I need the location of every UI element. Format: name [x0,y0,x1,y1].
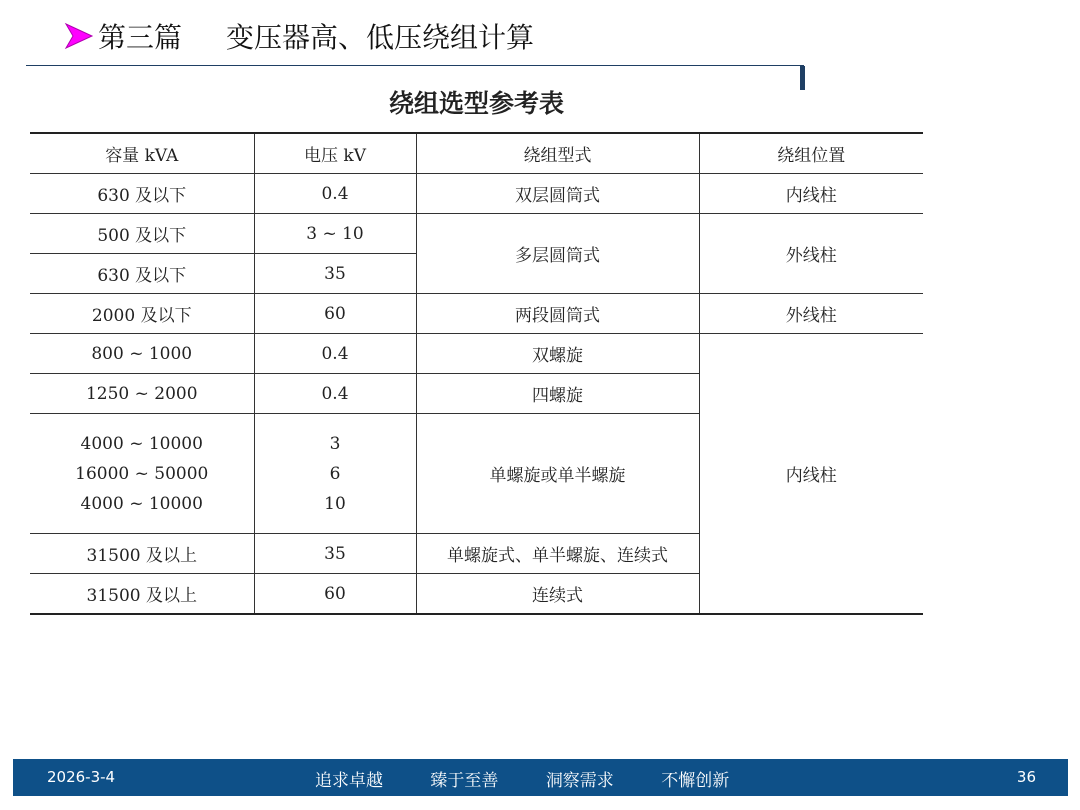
table-row [30,294,923,334]
motto: 不懈创新 [661,771,730,791]
chapter-label: 第三篇 [98,21,183,54]
table-row [30,334,923,374]
table-title: 绕组选型参考表 [388,89,564,118]
winding-reference-table [30,132,923,615]
winding-type-cell: 四螺旋 [416,374,699,414]
capacity-cell: 500 及以下 [30,214,254,254]
winding-type-cell: 单螺旋或单半螺旋 [416,414,699,534]
table-row [30,214,923,254]
winding-type-cell: 连续式 [416,574,699,615]
voltage-line: 3 [329,433,341,454]
voltage-cell: 35 [254,254,416,294]
winding-type-cell: 多层圆筒式 [416,214,699,294]
capacity-cell: 31500 及以上 [30,574,254,615]
voltage-cell: 0.4 [254,334,416,374]
capacity-cell: 1250 ~ 2000 [30,374,254,414]
capacity-cell: 630 及以下 [30,174,254,214]
winding-position-cell: 外线柱 [699,214,923,294]
winding-type-cell: 两段圆筒式 [416,294,699,334]
arrow-bullet-icon [64,21,94,51]
footer-bar [13,759,1068,796]
winding-position-cell: 内线柱 [699,334,923,615]
motto: 洞察需求 [545,771,614,791]
footer-date: 2026-3-4 [47,768,116,786]
table-header-row [30,133,923,174]
motto: 臻于至善 [430,771,499,791]
slide-header [64,16,534,56]
voltage-cell: 35 [254,534,416,574]
voltage-cell: 60 [254,294,416,334]
column-header: 容量 kVA [30,133,254,174]
capacity-line: 4000 ~ 10000 [80,493,203,514]
page-number: 36 [1016,768,1036,786]
footer-mottos [315,766,771,791]
voltage-cell: 60 [254,574,416,615]
slide-title: 变压器高、低压绕组计算 [226,21,535,54]
winding-type-cell: 双螺旋 [416,334,699,374]
table-row [30,174,923,214]
voltage-cell: 0.4 [254,174,416,214]
voltage-cell: 3 ~ 10 [254,214,416,254]
capacity-cell: 800 ~ 1000 [30,334,254,374]
capacity-cell: 630 及以下 [30,254,254,294]
column-header: 绕组型式 [416,133,699,174]
winding-type-cell: 单螺旋式、单半螺旋、连续式 [416,534,699,574]
winding-position-cell: 内线柱 [699,174,923,214]
voltage-line: 10 [324,493,346,514]
header-divider [26,65,804,66]
column-header: 电压 kV [254,133,416,174]
capacity-cell: 31500 及以上 [30,534,254,574]
capacity-cell: 2000 及以下 [30,294,254,334]
voltage-line: 6 [329,463,341,484]
voltage-cell [254,414,416,534]
column-header: 绕组位置 [699,133,923,174]
capacity-line: 4000 ~ 10000 [80,433,203,454]
capacity-line: 16000 ~ 50000 [75,463,209,484]
winding-position-cell: 外线柱 [699,294,923,334]
winding-type-cell: 双层圆筒式 [416,174,699,214]
voltage-cell: 0.4 [254,374,416,414]
capacity-cell [30,414,254,534]
motto: 追求卓越 [315,771,383,791]
